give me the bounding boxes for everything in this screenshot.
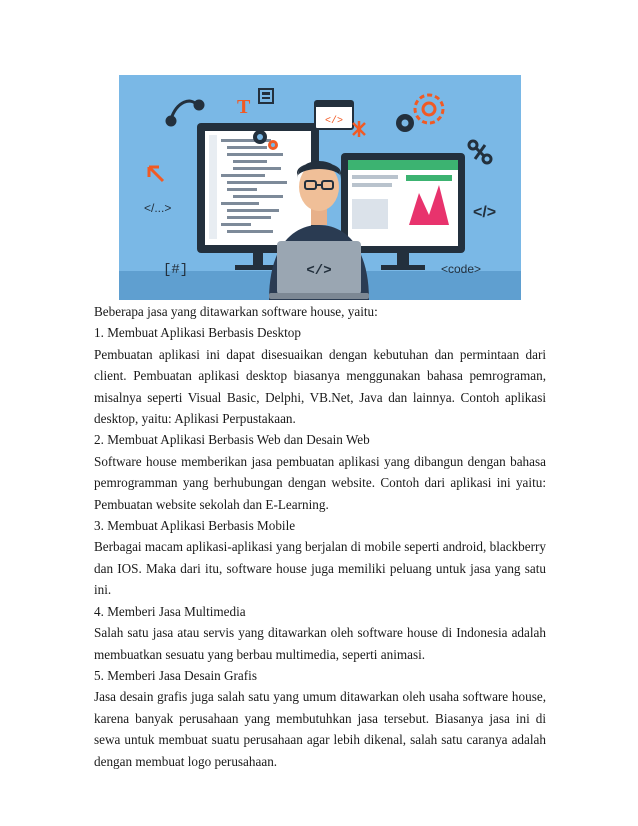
article-text: [94, 301, 546, 772]
laptop-code-label: </>: [306, 263, 332, 279]
section-heading-web: 2. Membuat Aplikasi Berbasis Web dan Desain Web: [94, 432, 370, 448]
curve-icon: [167, 101, 203, 125]
section-heading-desktop: 1. Membuat Aplikasi Berbasis Desktop: [94, 325, 301, 341]
intro-line: Beberapa jasa yang ditawarkan software house, yaitu:: [94, 304, 378, 319]
window-code-label: </>: [324, 116, 344, 127]
code-window-icon: [315, 101, 353, 129]
laptop: [269, 241, 369, 299]
section-body-mobile: Berbagai macam aplikasi-aplikasi yang berjalan di mobile seperti android, blackberry dan IOS. Maka dari itu, software house juga memiliki peluang untuk jasa yang satu ini.: [94, 539, 546, 598]
close-tag-label: </>: [473, 204, 497, 221]
section-heading-mobile: 3. Membuat Aplikasi Berbasis Mobile: [94, 518, 296, 534]
asterisk-icon: [353, 121, 365, 137]
ellipsis-tag-label: </...>: [144, 201, 172, 215]
hash-tag-label: [#]: [163, 262, 189, 278]
section-heading-multimedia: 4. Memberi Jasa Multimedia: [94, 603, 246, 619]
layout-icon: [259, 89, 273, 103]
cursor-icon: [149, 167, 163, 181]
section-body-multimedia: Salah satu jasa atau servis yang ditawarkan oleh software house di Indonesia adalah membuatkan sesuatu yang berbau multimedia, seperti animasi.: [94, 625, 546, 662]
section-heading-graphic-design: 5. Memberi Jasa Desain Grafis: [94, 667, 257, 683]
section-body-graphic-design: Jasa desain grafis juga salah satu yang umum ditawarkan oleh usaha software house, karena banyak perusahaan yang membutuhkan jasa tersebut. Biasanya jasa ini di sewa untuk membuat suatu perusahaan agar lebih dikenal, salah satu caranya adalah dengan membuat logo perusahaan.: [94, 689, 546, 769]
gear-icon: [396, 95, 443, 132]
link-icon: [469, 141, 491, 163]
code-tag-label: <code>: [441, 262, 482, 276]
text-tool-icon: T: [237, 96, 251, 118]
section-body-desktop: Pembuatan aplikasi ini dapat disesuaikan dengan kebutuhan dan permintaan dari client. Pembuatan aplikasi desktop biasanya menggunakan bahasa pemrograman, misalnya seperti Visual Basic, Delphi, VB.Net, Java dan lainnya. Contoh aplikasi desktop, yaitu: Aplikasi Perpustakaan.: [94, 346, 546, 427]
section-body-web: Software house memberikan jasa pembuatan aplikasi yang dibangun dengan bahasa pemrogramman yang berhubungan dengan website. Contoh dari aplikasi ini yaitu: Pembuatan website sekolah dan E-Learning.: [94, 453, 546, 512]
software-developer-illustration: [119, 75, 521, 300]
illustration-svg: [119, 75, 521, 300]
